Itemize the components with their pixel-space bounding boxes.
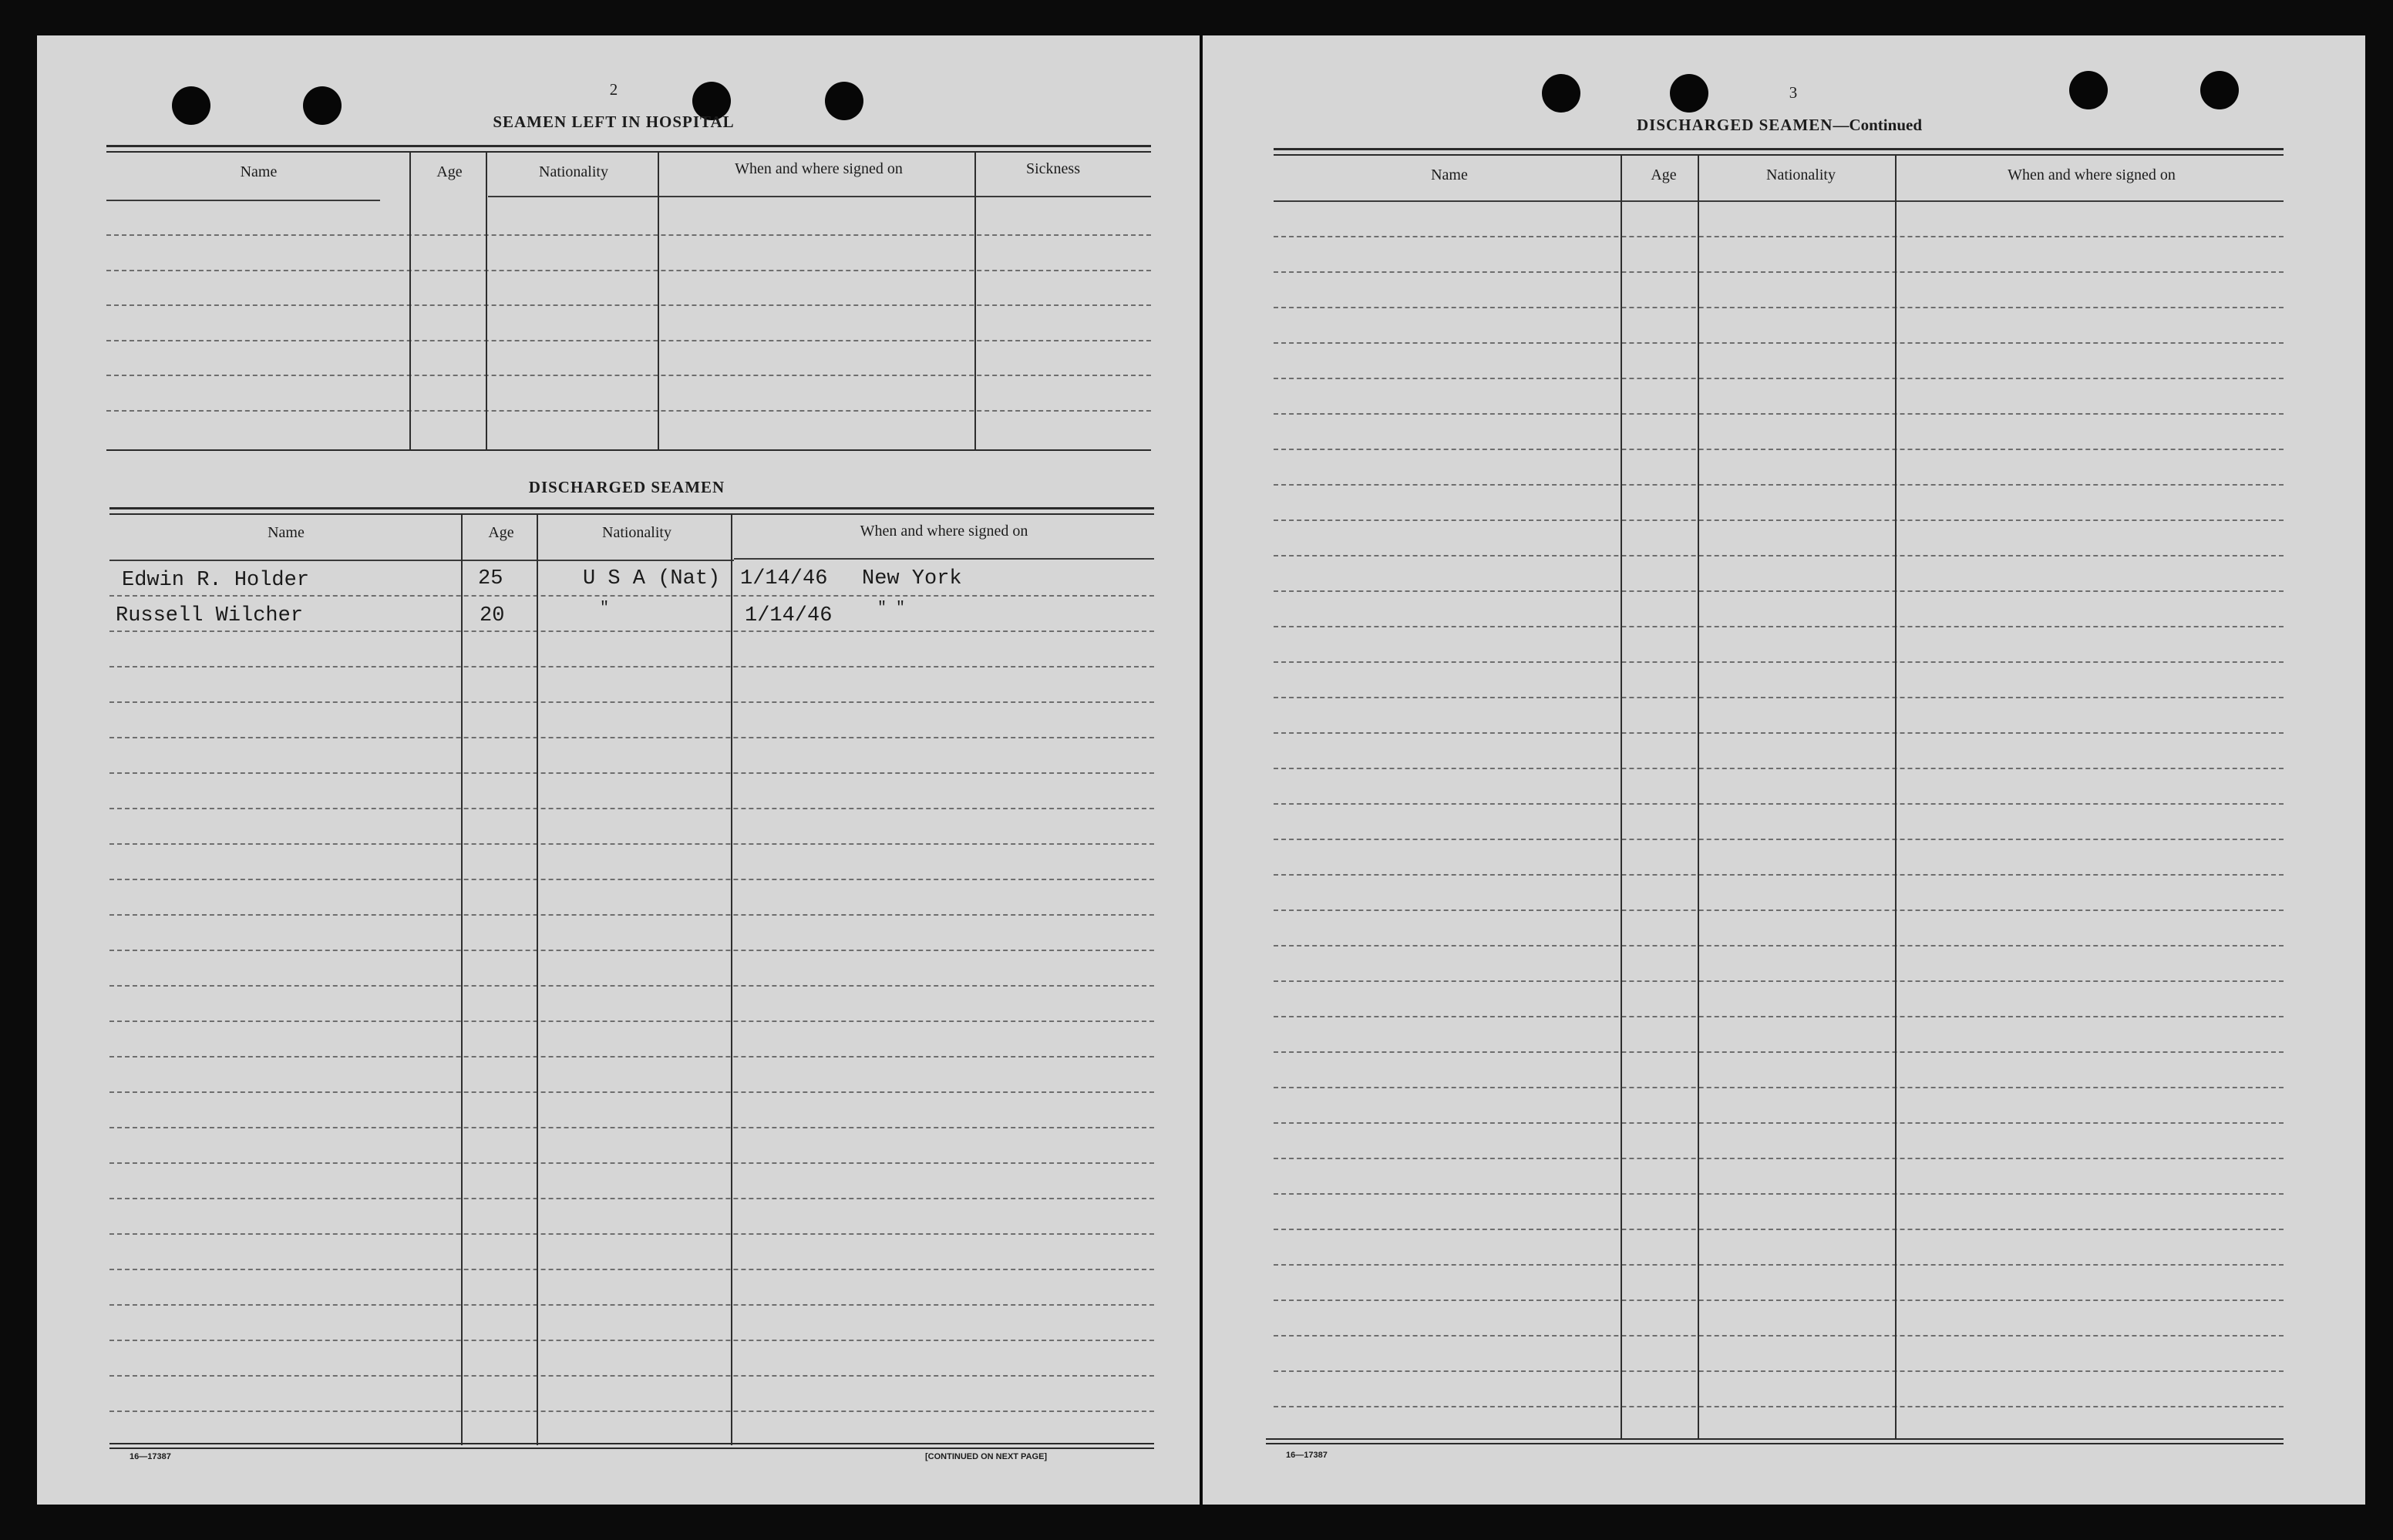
ledger-line bbox=[1274, 1370, 2284, 1372]
ledger-line bbox=[109, 737, 1154, 738]
discharged-section-title: DISCHARGED SEAMEN bbox=[528, 478, 725, 496]
ledger-line bbox=[109, 1127, 1154, 1128]
ledger-line bbox=[106, 304, 1151, 306]
ledger-line bbox=[1274, 874, 2284, 876]
hospital-header-nationality: Nationality bbox=[539, 163, 608, 180]
hospital-header-signed-on: When and where signed on bbox=[735, 160, 903, 177]
ledger-line bbox=[109, 1269, 1154, 1270]
ledger-line bbox=[1274, 590, 2284, 592]
ledger-line bbox=[1274, 697, 2284, 698]
ledger-line bbox=[1274, 626, 2284, 627]
ledger-line bbox=[1274, 1264, 2284, 1266]
ledger-line bbox=[1274, 1016, 2284, 1017]
discharged-title-text: DISCHARGED SEAMEN bbox=[1637, 116, 1833, 134]
ledger-line bbox=[109, 1375, 1154, 1377]
discharged-continued-title bbox=[1637, 116, 1922, 135]
ledger-line bbox=[109, 595, 1154, 597]
discharged-header-nationality: Nationality bbox=[602, 524, 671, 541]
table-row-place: " " bbox=[877, 600, 906, 617]
ledger-line bbox=[1274, 1122, 2284, 1124]
ledger-line bbox=[1274, 945, 2284, 947]
ledger-line bbox=[1274, 803, 2284, 805]
ledger-line bbox=[1274, 661, 2284, 663]
ledger-line bbox=[106, 340, 1151, 341]
table-row-nationality: U S A (Nat) bbox=[583, 567, 721, 590]
ledger-line bbox=[109, 772, 1154, 774]
table-row-name: Edwin R. Holder bbox=[122, 569, 310, 592]
ledger-line bbox=[109, 1056, 1154, 1057]
ledger-line bbox=[109, 1411, 1154, 1412]
ledger-line bbox=[109, 630, 1154, 632]
punch-hole-icon bbox=[2069, 71, 2108, 109]
ledger-line bbox=[106, 410, 1151, 412]
ledger-line bbox=[1274, 1300, 2284, 1301]
ledger-line bbox=[109, 1304, 1154, 1306]
ledger-line bbox=[109, 666, 1154, 667]
punch-hole-icon bbox=[1670, 74, 1708, 113]
punch-hole-icon bbox=[1542, 74, 1580, 113]
ledger-line bbox=[109, 1340, 1154, 1341]
ledger-line bbox=[1274, 732, 2284, 734]
ledger-line bbox=[109, 1162, 1154, 1164]
left-page bbox=[37, 35, 1200, 1505]
table-row-age: 25 bbox=[478, 567, 503, 590]
ledger-line bbox=[109, 1198, 1154, 1199]
continued-header-signed-on: When and where signed on bbox=[2008, 166, 2176, 183]
punch-hole-icon bbox=[2200, 71, 2239, 109]
ledger-line bbox=[109, 701, 1154, 703]
ledger-line bbox=[109, 1021, 1154, 1022]
form-number: 16—17387 bbox=[1286, 1451, 1328, 1460]
ledger-line bbox=[106, 375, 1151, 376]
punch-hole-icon bbox=[303, 86, 342, 125]
ledger-line bbox=[1274, 307, 2284, 308]
table-row-place: New York bbox=[862, 567, 962, 590]
ledger-line bbox=[109, 1233, 1154, 1235]
ledger-line bbox=[1274, 378, 2284, 379]
continued-label: —Continued bbox=[1833, 116, 1922, 134]
ledger-line bbox=[1274, 768, 2284, 769]
ledger-line bbox=[1274, 1193, 2284, 1195]
ledger-line bbox=[1274, 1335, 2284, 1337]
ledger-line bbox=[109, 914, 1154, 916]
ledger-line bbox=[1274, 1406, 2284, 1407]
ledger-line bbox=[1274, 449, 2284, 450]
ledger-line bbox=[1274, 271, 2284, 273]
ledger-line bbox=[1274, 980, 2284, 982]
form-number: 16—17387 bbox=[130, 1452, 171, 1461]
table-row-name: Russell Wilcher bbox=[116, 604, 304, 627]
continued-note: [CONTINUED ON NEXT PAGE] bbox=[925, 1452, 1048, 1461]
page-number: 3 bbox=[1789, 83, 1798, 102]
ledger-line bbox=[109, 808, 1154, 809]
ledger-line bbox=[106, 234, 1151, 236]
ledger-line bbox=[1274, 413, 2284, 415]
ledger-line bbox=[1274, 910, 2284, 911]
ledger-line bbox=[109, 879, 1154, 880]
table-row-nationality: " bbox=[600, 600, 610, 617]
table-row-date: 1/14/46 bbox=[745, 604, 833, 627]
ledger-line bbox=[109, 843, 1154, 845]
discharged-header-age: Age bbox=[488, 524, 514, 541]
continued-header-nationality: Nationality bbox=[1766, 166, 1836, 183]
ledger-line bbox=[1274, 555, 2284, 556]
punch-hole-icon bbox=[172, 86, 210, 125]
table-row-age: 20 bbox=[480, 604, 505, 627]
hospital-header-sickness: Sickness bbox=[1026, 160, 1080, 177]
page-number: 2 bbox=[609, 80, 618, 99]
ledger-line bbox=[1274, 1229, 2284, 1230]
continued-header-name: Name bbox=[1431, 166, 1468, 183]
continued-header-age: Age bbox=[1651, 166, 1677, 183]
ledger-line bbox=[1274, 1051, 2284, 1053]
ledger-line bbox=[106, 270, 1151, 271]
hospital-section-title: SEAMEN LEFT IN HOSPITAL bbox=[493, 113, 735, 131]
table-row-date: 1/14/46 bbox=[740, 567, 828, 590]
discharged-header-signed-on: When and where signed on bbox=[860, 523, 1028, 540]
ledger-line bbox=[1274, 236, 2284, 237]
discharged-header-name: Name bbox=[268, 524, 305, 541]
ledger-line bbox=[1274, 1158, 2284, 1159]
ledger-line bbox=[109, 985, 1154, 987]
hospital-header-age: Age bbox=[436, 163, 463, 180]
right-page bbox=[1203, 35, 2365, 1505]
ledger-line bbox=[1274, 839, 2284, 840]
punch-hole-icon bbox=[825, 82, 863, 120]
ledger-line bbox=[109, 950, 1154, 951]
ledger-line bbox=[1274, 484, 2284, 486]
ledger-line bbox=[1274, 519, 2284, 521]
hospital-header-name: Name bbox=[240, 163, 278, 180]
ledger-line bbox=[1274, 342, 2284, 344]
ledger-line bbox=[1274, 1087, 2284, 1088]
ledger-line bbox=[109, 1091, 1154, 1093]
